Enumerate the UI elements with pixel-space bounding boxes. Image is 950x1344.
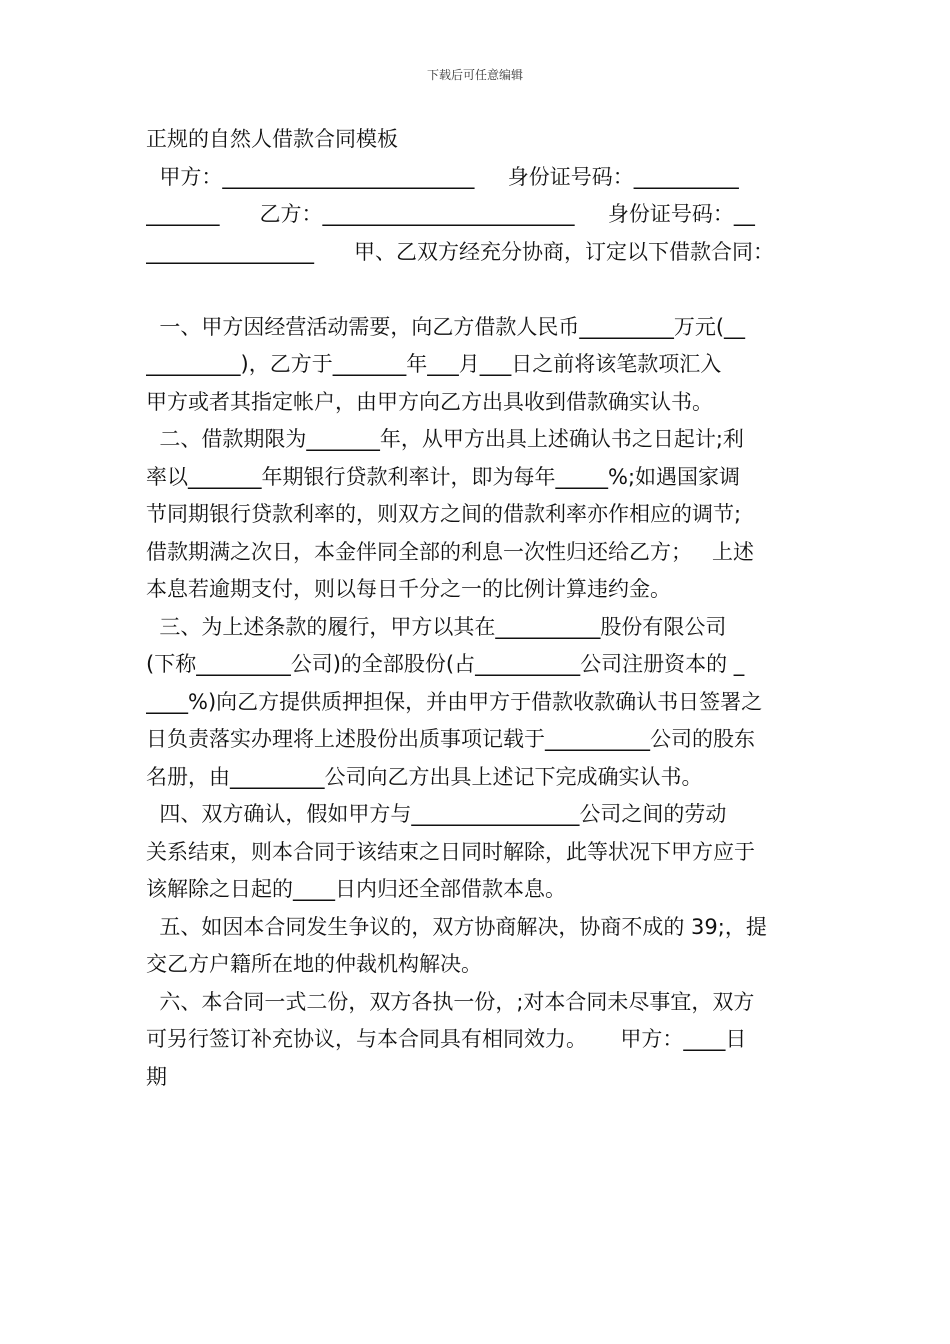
clause-3-line-2: (下称_________公司)的全部股份(占__________公司注册资本的 _ [146, 652, 745, 676]
clause-1-line-1: 一、甲方因经营活动需要，向乙方借款人民币_________万元(__ [146, 314, 746, 339]
clause-5-line-1: 五、如因本合同发生争议的，双方协商解决，协商不成的 39;，提 [146, 914, 767, 939]
party-b-line: _______ 乙方：________________________ 身份证号码：__ [146, 202, 755, 226]
page-header-note: 下载后可任意编辑 [426, 68, 523, 82]
clause-1-line-3: 甲方或者其指定帐户，由甲方向乙方出具收到借款确实认书。 [146, 389, 713, 414]
clause-3-line-1: 三、为上述条款的履行，甲方以其在__________股份有限公司 [146, 614, 727, 639]
clause-4-line-2: 关系结束，则本合同于该结束之日同时解除，此等状况下甲方应于 [146, 839, 755, 864]
clause-2-line-4: 借款期满之次日，本金伴同全部的利息一次性归还给乙方； 上述 [146, 539, 755, 564]
clause-3-line-3: ____%)向乙方提供质押担保，并由甲方于借款收款确认书日签署之 [146, 689, 763, 714]
clause-4-line-3: 该解除之日起的____日内归还全部借款本息。 [146, 877, 566, 901]
clause-6-line-1: 六、本合同一式二份，双方各执一份，;对本合同未尽事宜，双方 [146, 989, 755, 1014]
clause-3-line-4: 日负责落实办理将上述股份出质事项记载于__________公司的股东 [146, 727, 755, 751]
clause-3-line-5: 名册，由_________公司向乙方出具上述记下完成确实认书。 [146, 764, 703, 789]
clause-6-line-3: 期 [146, 1064, 167, 1089]
document-body [146, 121, 808, 1096]
party-a-line: 甲方：________________________ 身份证号码：__________ [146, 164, 739, 189]
clause-2-line-2: 率以_______年期银行贷款利率计，即为每年_____%;如遇国家调 [146, 464, 741, 489]
clause-2-line-1: 二、借款期限为_______年，从甲方出具上述确认书之日起计;利 [146, 427, 744, 451]
clause-2-line-3: 节同期银行贷款利率的，则双方之间的借款利率亦作相应的调节; [146, 502, 742, 526]
agreement-intro-line: ________________ 甲、乙双方经充分协商，订定以下借款合同： [146, 239, 775, 264]
clause-2-line-5: 本息若逾期支付，则以每日千分之一的比例计算违约金。 [146, 577, 671, 601]
blank-line [146, 271, 808, 309]
clause-6-line-2: 可另行签订补充协议，与本合同具有相同效力。 甲方：____日 [146, 1027, 747, 1051]
clause-1-line-2: _________)，乙方于_______年___月___日之前将该笔款项汇入 [146, 352, 722, 376]
document-title: 正规的自然人借款合同模板 [146, 127, 398, 151]
clause-4-line-1: 四、双方确认，假如甲方与________________公司之间的劳动 [146, 802, 727, 826]
clause-5-line-2: 交乙方户籍所在地的仲裁机构解决。 [146, 952, 482, 976]
